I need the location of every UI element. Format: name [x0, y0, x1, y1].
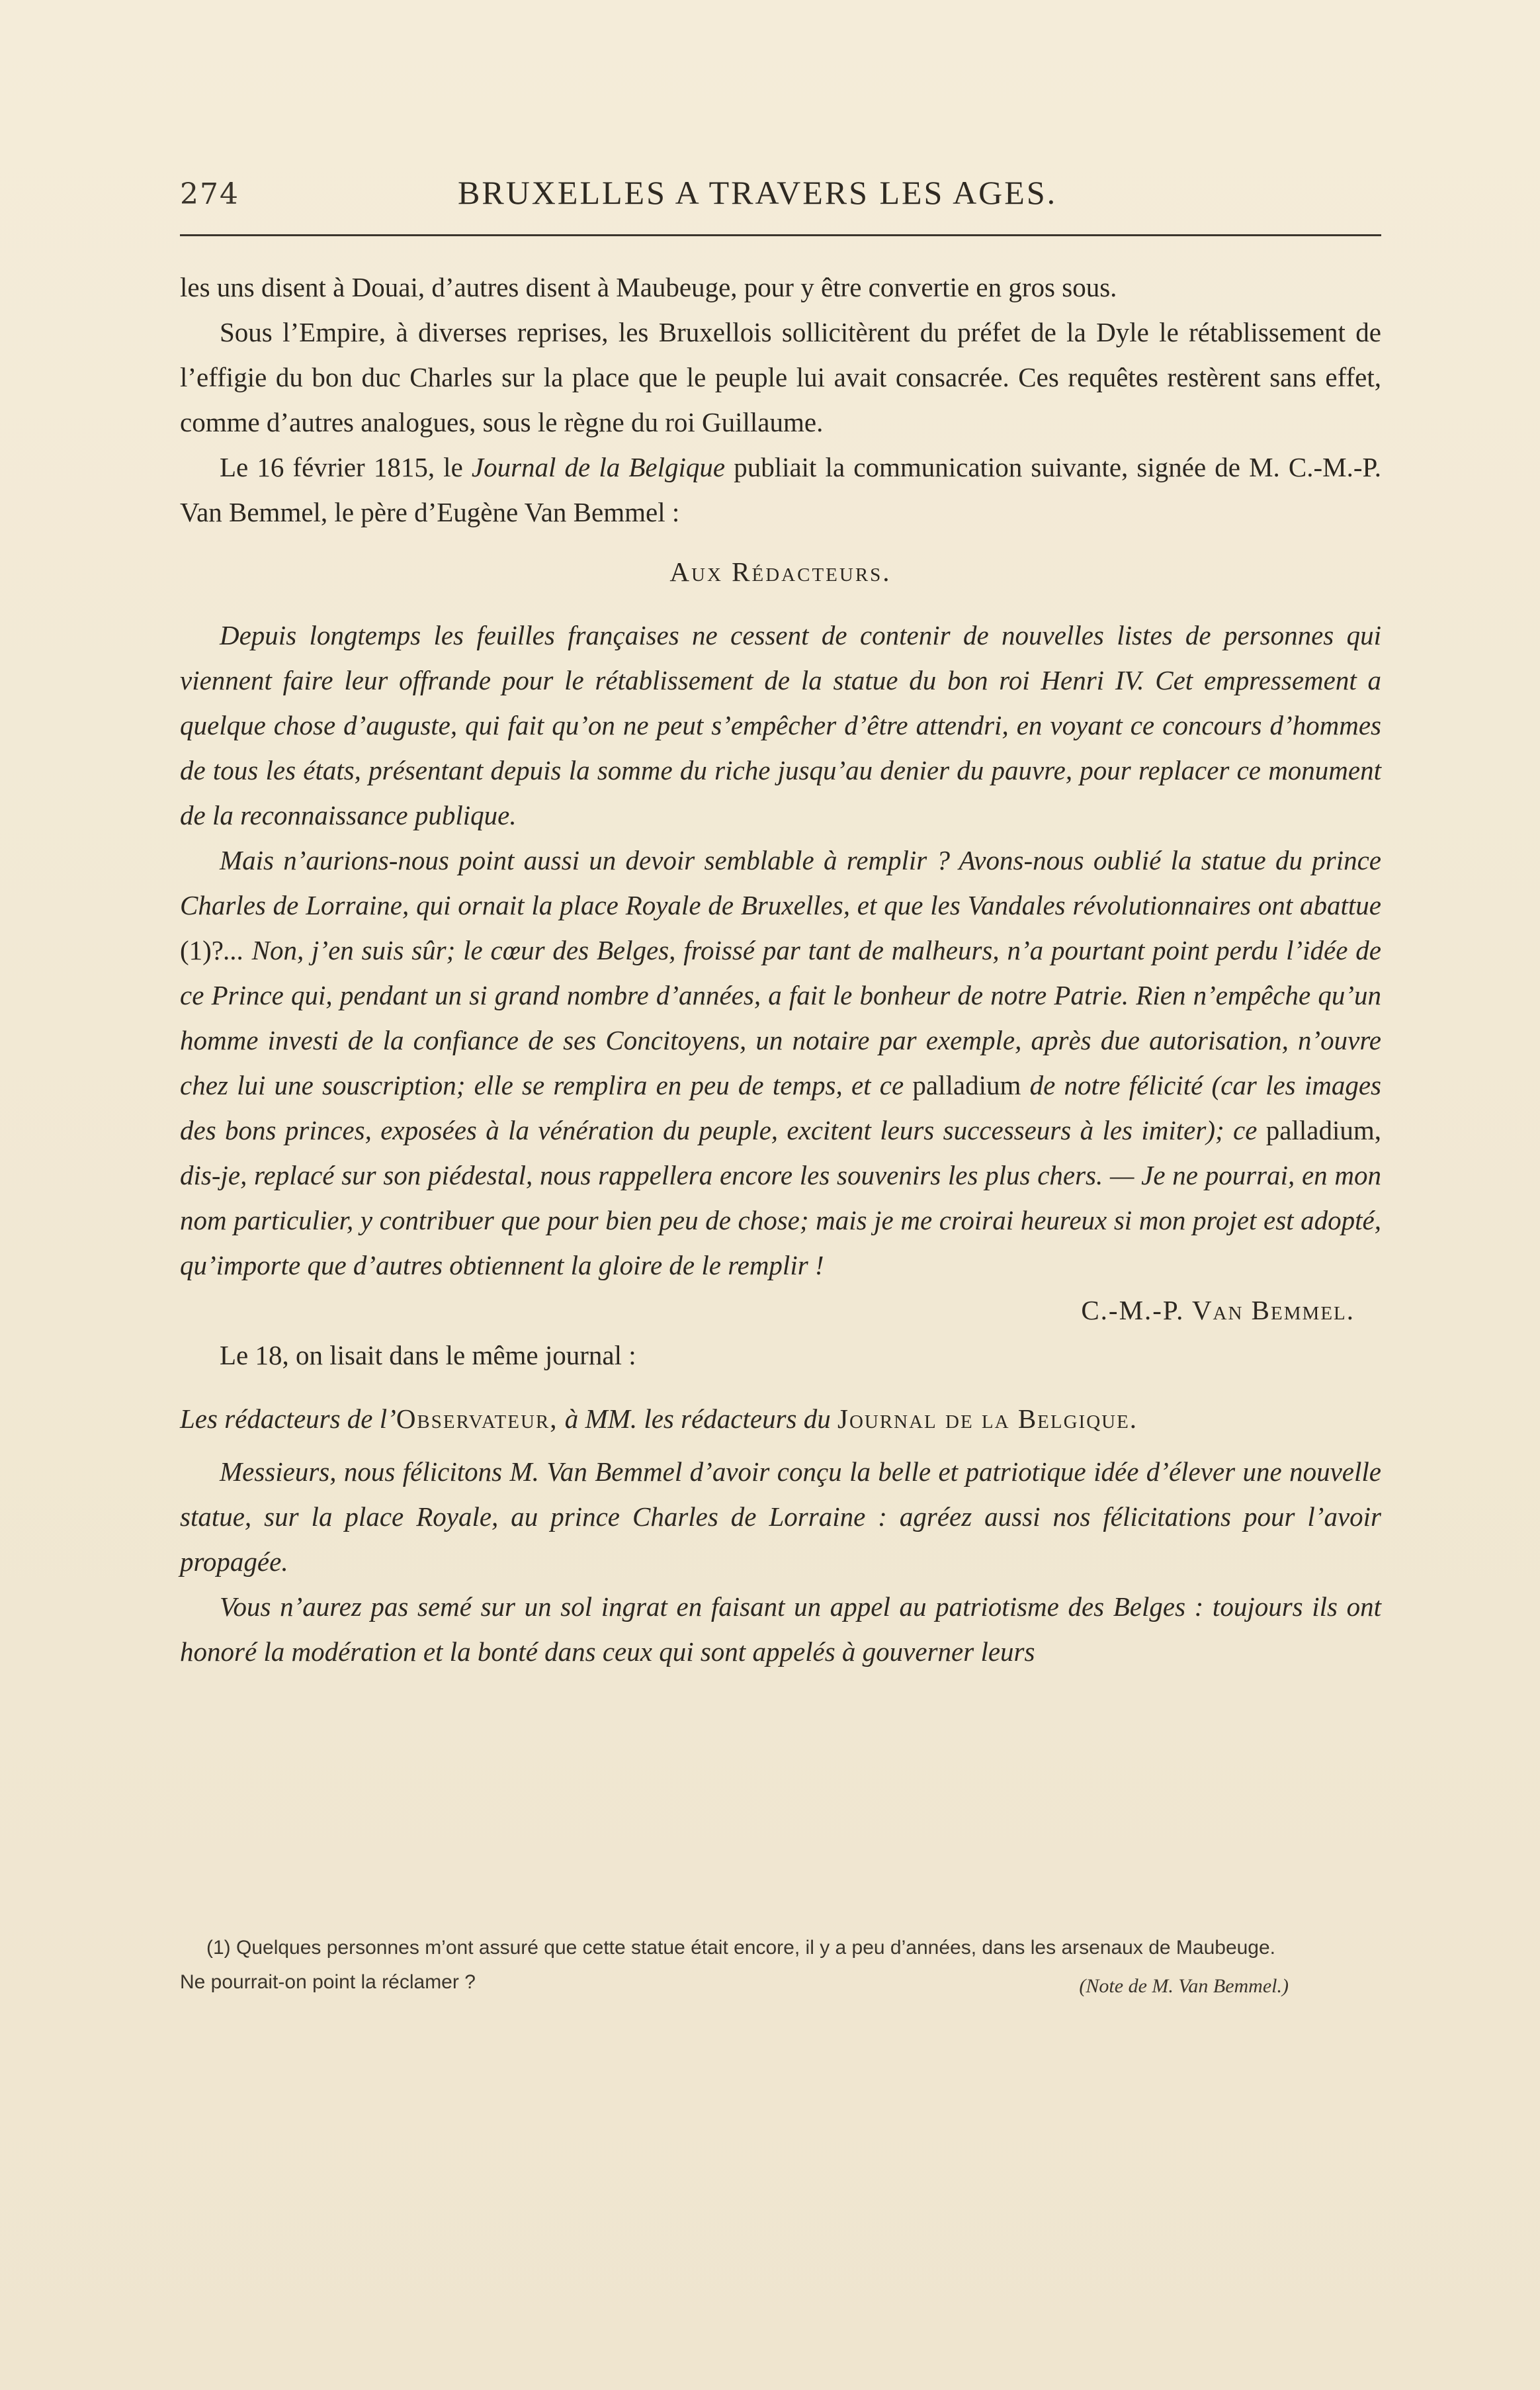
letter2-paragraph: Vous n’aurez pas semé sur un sol ingrat en faisant un appel au patriotisme des Belges : toujours ils ont honoré la modération et la bonté dans ceux qui sont appelés à gouverner leurs	[180, 1591, 1381, 1667]
signature: C.-M.-P. Van Bemmel.	[1081, 1295, 1355, 1325]
footnote-row	[180, 1965, 1381, 2000]
paragraph-continuation: les uns disent à Douai, d’autres disent à Maubeuge, pour y être convertie en gros sous.	[180, 272, 1117, 302]
paragraph-empire: Sous l’Empire, à diverses reprises, les Bruxellois sollicitèrent du préfet de la Dyle le rétablissement de l’effigie du bon duc Charles sur la place que le peuple lui avait consacrée. Ces requêtes restèrent sans effet, comme d’autres analogues, sous le règne du roi Guillaume.	[180, 317, 1381, 437]
paragraph-18: Le 18, on lisait dans le même journal :	[220, 1340, 636, 1370]
letter2-paragraph: Messieurs, nous félicitons M. Van Bemmel d’avoir conçu la belle et patriotique idée d’élever une nouvelle statue, sur la place Royale, au prince Charles de Lorraine : agréez aussi nos félicitations pour l’avoir propagée.	[180, 1456, 1381, 1577]
letter-paragraph	[180, 838, 1381, 1288]
footnote-ref: (1)?	[180, 935, 224, 965]
journal-title: Journal de la Belgique	[471, 452, 726, 482]
journal-title: Journal de la Belgique.	[837, 1403, 1138, 1434]
footnote-line: Ne pourrait-on point la réclamer ?	[180, 1971, 476, 1993]
footnote-line: (1) Quelques personnes m’ont assuré que cette statue était encore, il y a peu d’années, dans les arsenaux de Maubeuge.	[206, 1937, 1276, 1959]
body-text	[180, 265, 1381, 1674]
letter-paragraph: Depuis longtemps les feuilles françaises ne cessent de contenir de nouvelles listes de personnes qui viennent faire leur offrande pour le rétablissement de la statue du bon roi Henri IV. Cet empressement a quelque chose d’auguste, qui fait qu’on ne peut s’empêcher d’être attendri, en voyant ce concours d’hommes de tous les états, présentant depuis la somme du riche jusqu’au denier du pauvre, pour replacer ce monument de la reconnaissance publique.	[180, 620, 1381, 830]
text-run: ... Non, j’en suis sûr; le cœur des Belges, froissé par tant de malheurs, n’a pourtant point perdu l’idée de ce Prince qui, pendant un si grand nombre d’années, a fait le bonheur de notre Patrie. Rien n’empêche qu’un homme investi de la confiance de ses Concitoyens, un notaire par exemple, après due autorisation, n’ouvre chez lui une souscription; elle se remplira en peu de temps, et ce	[180, 935, 1381, 1100]
running-title: BRUXELLES A TRAVERS LES AGES.	[458, 174, 1058, 211]
palladium-word: palladium,	[1265, 1115, 1381, 1145]
header-rule	[180, 234, 1381, 236]
text-run: dis-je, replacé sur son piédestal, nous rappellera encore les souvenirs les plus chers. — Je ne pourrai, en mon nom particulier, y contribuer que pour bien peu de chose; mais je me croirai heureux si mon projet est adopté, qu’importe que d’autres obtiennent la gloire de le remplir !	[180, 1160, 1381, 1280]
page-number: 274	[180, 177, 239, 211]
text-run: Mais n’aurions-nous point aussi un devoir semblable à remplir ? Avons-nous oublié la statue du prince Charles de Lorraine, qui ornait la place Royale de Bruxelles, et que les Vandales révolutionnaires ont abattue	[180, 845, 1381, 920]
text-run: Les rédacteurs de l’	[180, 1403, 396, 1434]
footnote-attribution: (Note de M. Van Bemmel.)	[1079, 1975, 1289, 1997]
footnotes	[180, 1931, 1381, 2000]
letter2-heading	[180, 1396, 1381, 1441]
text-run: Le 16 février 1815, le	[220, 452, 472, 482]
paragraph-communication	[180, 445, 1381, 535]
palladium-word: palladium	[912, 1070, 1021, 1100]
text-run: de notre félicité (car les images des bons princes, exposées à la vénération du peuple, excitent leurs successeurs à les imiter); ce	[180, 1070, 1382, 1145]
page-header	[180, 173, 1381, 220]
spacer	[180, 1378, 1381, 1390]
letter-heading: Aux Rédacteurs.	[669, 556, 892, 587]
text-run: publiait la communication suivante, signée de M. C.-M.-P. Van Bemmel, le père d’Eugène Van Bemmel :	[180, 452, 1382, 527]
observateur-title: Observateur,	[396, 1403, 558, 1434]
text-run: à MM. les rédacteurs du	[558, 1403, 837, 1434]
